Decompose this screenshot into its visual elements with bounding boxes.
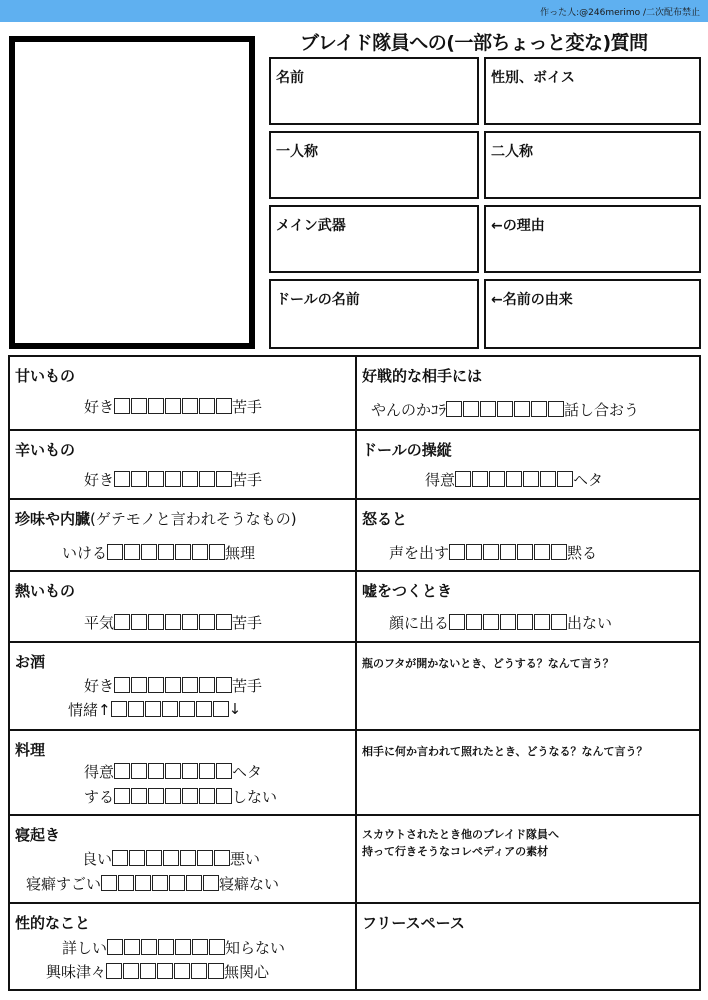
scale-left-label: 情緒↑ xyxy=(68,700,111,719)
rating-boxes[interactable] xyxy=(449,544,567,560)
scouted-question[interactable] xyxy=(357,816,699,902)
question-line-1: スカウトされたとき他のブレイド隊員へ xyxy=(362,828,560,841)
question-text xyxy=(362,826,559,860)
scale-right-label: 出ない xyxy=(567,613,613,632)
rating-boxes[interactable] xyxy=(455,471,573,487)
rating-scale[interactable] xyxy=(68,699,241,719)
rating-boxes[interactable] xyxy=(114,614,232,630)
section-title-note: (ゲテモノと言われそうなもの) xyxy=(90,510,297,528)
rating-scale[interactable] xyxy=(26,873,279,893)
rating-scale[interactable] xyxy=(371,399,639,419)
rating-scale[interactable] xyxy=(62,937,285,957)
name-label: 名前 xyxy=(276,70,304,86)
scale-left-label: 得意 xyxy=(425,470,456,489)
rating-boxes[interactable] xyxy=(111,701,229,717)
free-space-title: フリースペース xyxy=(362,914,465,932)
section-title: 甘いもの xyxy=(15,367,76,385)
jar-lid-question[interactable] xyxy=(357,643,699,729)
scale-right-label: 話し合おう xyxy=(564,400,640,419)
scale-left-label: 好き xyxy=(84,397,115,416)
rating-scale[interactable] xyxy=(84,786,277,806)
scale-left-label: いける xyxy=(62,543,108,562)
delicacy-section xyxy=(10,500,355,570)
scale-right-label: 知らない xyxy=(225,938,286,957)
first-person-field[interactable] xyxy=(269,131,479,199)
scale-right-label: 寝癖ない xyxy=(219,874,280,893)
section-title: お酒 xyxy=(15,653,46,671)
section-title: 料理 xyxy=(15,741,46,759)
scale-right-label: ヘタ xyxy=(573,470,604,489)
question-line-2: 持って行きそうなコレペディアの素材 xyxy=(362,845,549,858)
rating-boxes[interactable] xyxy=(114,677,232,693)
rating-boxes[interactable] xyxy=(114,788,232,804)
hot-food-section xyxy=(10,572,355,641)
rating-scale[interactable] xyxy=(84,469,262,489)
main-weapon-field[interactable] xyxy=(269,205,479,273)
rating-boxes[interactable] xyxy=(107,544,225,560)
rating-scale[interactable] xyxy=(82,848,260,868)
section-title: 寝起き xyxy=(15,826,61,844)
section-title xyxy=(15,508,297,529)
name-origin-label: ←名前の由来 xyxy=(491,292,573,308)
section-title: ドールの操縦 xyxy=(362,441,452,459)
lying-section xyxy=(357,572,699,641)
rating-boxes[interactable] xyxy=(114,763,232,779)
question-text: 瓶のフタが開かないとき、どうする？なんて言う？ xyxy=(362,657,614,670)
first-person-label: 一人称 xyxy=(276,144,318,160)
scale-right-label: ↓ xyxy=(228,700,242,718)
question-text: 相手に何か言われて照れたとき、どうなる？なんて言う？ xyxy=(362,745,648,758)
rating-boxes[interactable] xyxy=(112,850,230,866)
rating-scale[interactable] xyxy=(46,961,269,981)
gender-voice-label: 性別、ボイス xyxy=(491,70,575,86)
when-angry-section xyxy=(357,500,699,570)
rating-boxes[interactable] xyxy=(446,401,564,417)
rating-boxes[interactable] xyxy=(101,875,219,891)
question-grid xyxy=(8,355,701,991)
scale-left-label: 良い xyxy=(82,849,113,868)
scale-left-label: 寝癖すごい xyxy=(26,874,102,893)
doll-name-field[interactable] xyxy=(269,279,479,349)
rating-boxes[interactable] xyxy=(114,398,232,414)
cooking-section xyxy=(10,731,355,814)
section-title: 好戦的な相手には xyxy=(362,367,483,385)
weapon-reason-label: ←の理由 xyxy=(491,218,545,234)
author-credit: 作った人:@246merimo /二次配布禁止 xyxy=(540,8,700,18)
scale-left-label: 好き xyxy=(84,676,115,695)
scale-right-label: 無理 xyxy=(225,543,256,562)
rating-boxes[interactable] xyxy=(114,471,232,487)
doll-piloting-section xyxy=(357,431,699,498)
rating-scale[interactable] xyxy=(84,396,262,416)
sheet-title: ブレイド隊員への(一部ちょっと変な)質問 xyxy=(300,32,648,54)
scale-left-label: 詳しい xyxy=(62,938,108,957)
scale-right-label: 苦手 xyxy=(232,676,263,695)
section-title: 性的なこと xyxy=(15,914,91,932)
scale-right-label: 無関心 xyxy=(224,962,270,981)
rating-scale[interactable] xyxy=(425,469,603,489)
scale-right-label: 苦手 xyxy=(232,397,263,416)
scale-right-label: しない xyxy=(232,787,278,806)
embarrassed-question[interactable] xyxy=(357,731,699,814)
portrait-frame xyxy=(9,36,255,349)
combative-opponent-section xyxy=(357,357,699,429)
section-title: 辛いもの xyxy=(15,441,76,459)
section-title: 熱いもの xyxy=(15,582,76,600)
rating-scale[interactable] xyxy=(84,761,262,781)
scale-left-label: 声を出す xyxy=(389,543,450,562)
scale-right-label: 苦手 xyxy=(232,470,263,489)
scale-right-label: 苦手 xyxy=(232,613,263,632)
rating-boxes[interactable] xyxy=(107,939,225,955)
name-field[interactable] xyxy=(269,57,479,125)
sexual-matters-section xyxy=(10,904,355,989)
wake-up-section xyxy=(10,816,355,902)
scale-right-label: ヘタ xyxy=(232,762,263,781)
sweets-section xyxy=(10,357,355,429)
second-person-label: 二人称 xyxy=(491,144,533,160)
section-title-main: 珍味や内臓 xyxy=(15,510,91,528)
section-title: 怒ると xyxy=(362,510,408,528)
spicy-section xyxy=(10,431,355,498)
second-person-field[interactable] xyxy=(484,131,701,199)
main-weapon-label: メイン武器 xyxy=(276,218,346,234)
doll-name-label: ドールの名前 xyxy=(276,292,360,308)
scale-left-label: 得意 xyxy=(84,762,115,781)
rating-scale[interactable] xyxy=(389,542,597,562)
scale-left-label: 興味津々 xyxy=(46,962,107,981)
scale-left-label: やんのかｺﾗ xyxy=(371,400,447,419)
rating-scale[interactable] xyxy=(389,612,612,632)
scale-left-label: 好き xyxy=(84,470,115,489)
name-origin-field[interactable] xyxy=(484,279,701,349)
gender-voice-field[interactable] xyxy=(484,57,701,125)
scale-right-label: 黙る xyxy=(567,543,598,562)
rating-scale[interactable] xyxy=(84,675,262,695)
free-space[interactable] xyxy=(357,904,699,989)
scale-left-label: 顔に出る xyxy=(389,613,450,632)
scale-left-label: 平気 xyxy=(84,613,115,632)
rating-boxes[interactable] xyxy=(449,614,567,630)
rating-scale[interactable] xyxy=(62,542,255,562)
rating-scale[interactable] xyxy=(84,612,262,632)
section-title: 嘘をつくとき xyxy=(362,582,453,600)
scale-left-label: する xyxy=(84,787,115,806)
weapon-reason-field[interactable] xyxy=(484,205,701,273)
alcohol-section xyxy=(10,643,355,729)
scale-right-label: 悪い xyxy=(230,849,261,868)
rating-boxes[interactable] xyxy=(106,963,224,979)
